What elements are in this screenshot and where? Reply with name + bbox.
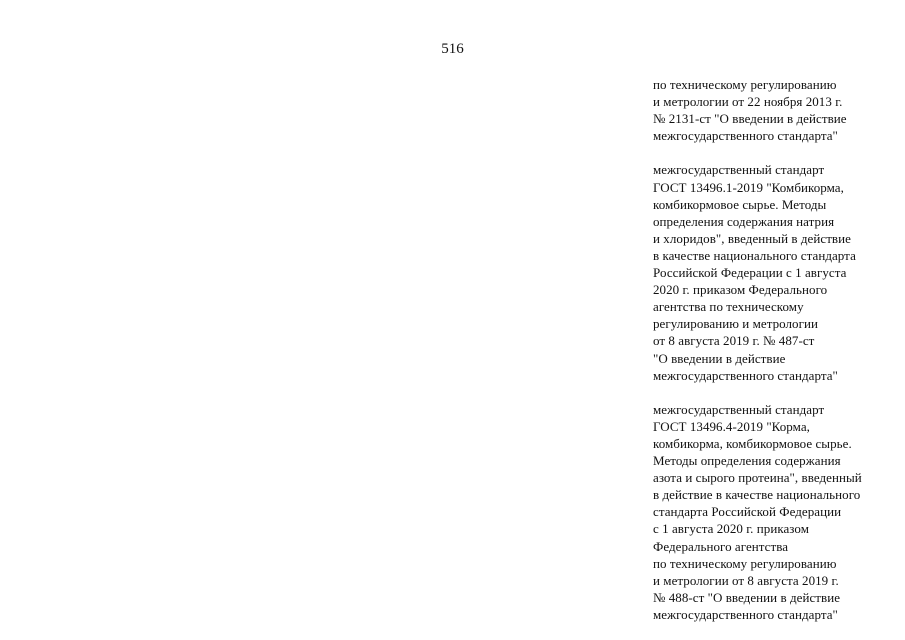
text-line: азота и сырого протеина", введенный <box>653 470 862 486</box>
text-line: межгосударственного стандарта" <box>653 128 838 144</box>
text-line: Методы определения содержания <box>653 453 841 469</box>
text-line: и хлоридов", введенный в действие <box>653 230 851 246</box>
text-block-3 <box>653 401 898 623</box>
text-line: межгосударственного стандарта" <box>653 367 838 383</box>
text-line: межгосударственный стандарт <box>653 162 825 178</box>
text-line: № 488-ст "О введении в действие <box>653 589 841 605</box>
text-line: и метрологии от 22 ноября 2013 г. <box>653 94 843 110</box>
text-line: Российской Федерации с 1 августа <box>653 265 847 281</box>
text-line: межгосударственный стандарт <box>653 401 825 417</box>
text-line: ГОСТ 13496.4-2019 "Корма, <box>653 418 810 434</box>
page-number: 516 <box>441 41 464 57</box>
text-line: по техническому регулированию <box>653 555 837 571</box>
text-line: с 1 августа 2020 г. приказом <box>653 521 809 537</box>
text-line: по техническому регулированию <box>653 77 837 92</box>
text-line: регулированию и метрологии <box>653 316 818 332</box>
text-line: и метрологии от 8 августа 2019 г. <box>653 572 839 588</box>
text-line: 2020 г. приказом Федерального <box>653 282 828 298</box>
text-line: определения содержания натрия <box>653 213 835 229</box>
text-line: ГОСТ 13496.1-2019 "Комбикорма, <box>653 179 844 195</box>
text-line: комбикормовое сырье. Методы <box>653 196 827 212</box>
text-block-2 <box>653 161 898 383</box>
text-block-1 <box>653 76 898 144</box>
text-line: № 2131-ст "О введении в действие <box>653 111 847 127</box>
text-line: в качестве национального стандарта <box>653 247 856 263</box>
text-line: межгосударственного стандарта" <box>653 606 838 622</box>
text-line: от 8 августа 2019 г. № 487-ст <box>653 333 815 349</box>
document-text-column <box>653 76 898 640</box>
text-line: в действие в качестве национального <box>653 487 861 503</box>
text-line: комбикорма, комбикормовое сырье. <box>653 435 852 451</box>
text-line: агентства по техническому <box>653 299 804 315</box>
text-line: "О введении в действие <box>653 350 786 366</box>
text-line: Федерального агентства <box>653 538 789 554</box>
text-line: стандарта Российской Федерации <box>653 504 842 520</box>
